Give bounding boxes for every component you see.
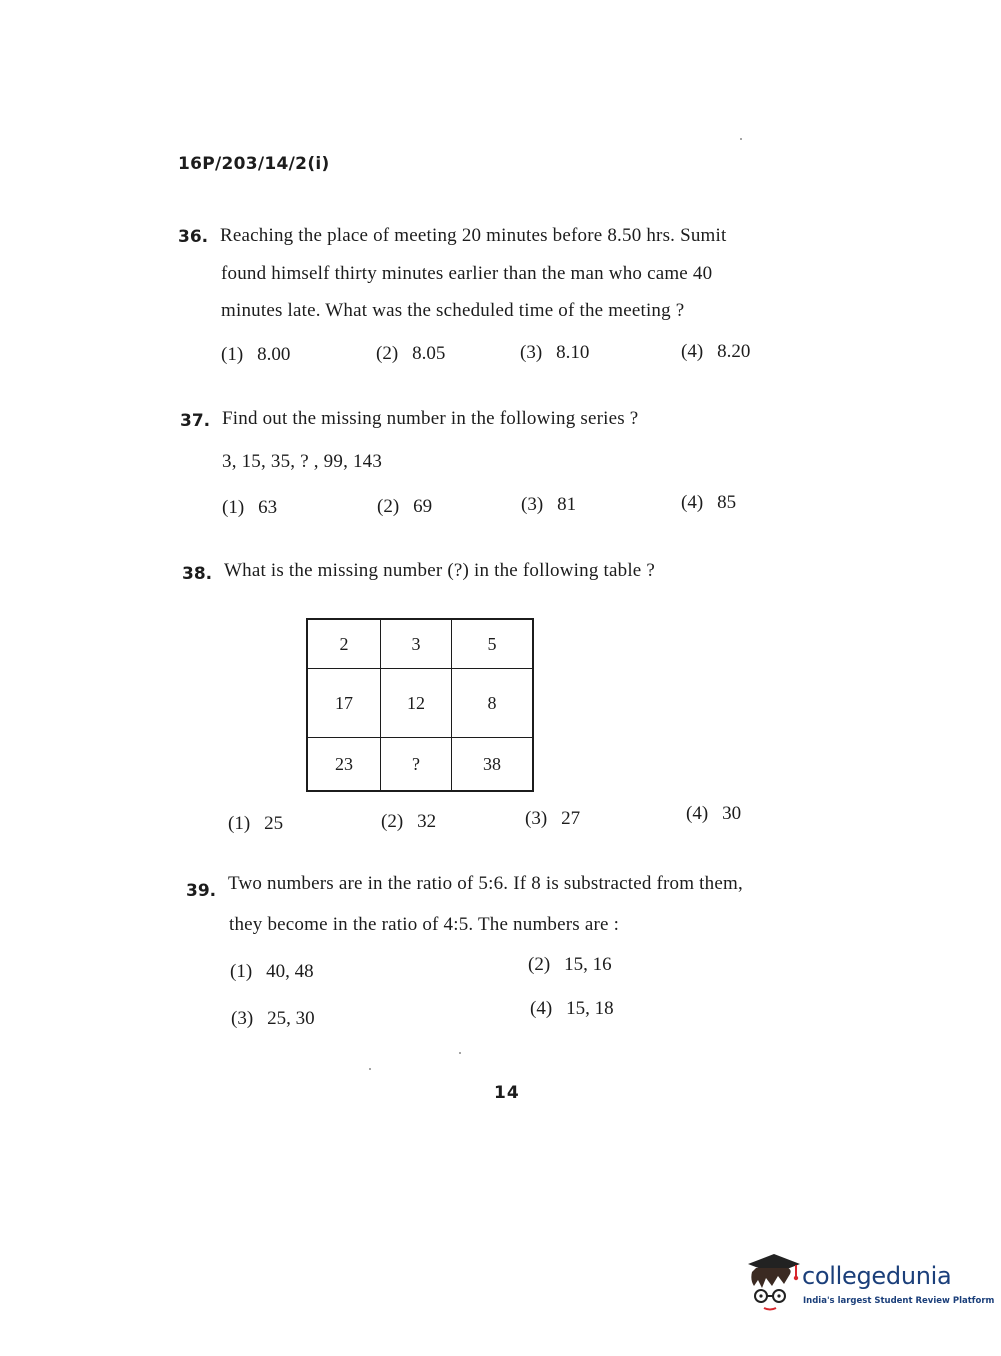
question-36-option-1: (1) 8.00 [221, 344, 291, 365]
table-cell: 2 [307, 619, 381, 669]
question-38-number: 38. [182, 564, 213, 584]
question-37-option-1: (1) 63 [222, 497, 278, 518]
question-36-line-1: Reaching the place of meeting 20 minutes before 8.50 hrs. Sumit [220, 225, 727, 246]
table-cell: 17 [307, 669, 381, 738]
table-cell: 5 [452, 619, 534, 669]
question-39-line-1: Two numbers are in the ratio of 5:6. If 8 is substracted from them, [228, 873, 743, 894]
question-37-option-2: (2) 69 [377, 496, 433, 517]
question-36-line-2: found himself thirty minutes earlier than the man who came 40 [221, 263, 713, 284]
collegedunia-logo [744, 1250, 995, 1314]
scan-speck [369, 1068, 371, 1070]
table-cell: 12 [381, 669, 452, 738]
question-38-line-1: What is the missing number (?) in the following table ? [224, 560, 656, 581]
question-39-line-2: they become in the ratio of 4:5. The numbers are : [229, 914, 620, 935]
question-39-option-1: (1) 40, 48 [230, 961, 314, 982]
question-37-number: 37. [180, 411, 211, 431]
question-38-option-1: (1) 25 [228, 813, 284, 834]
student-mascot-icon [744, 1250, 802, 1314]
question-36-line-3: minutes late. What was the scheduled time of the meeting ? [221, 300, 685, 321]
table-cell: 23 [307, 738, 381, 792]
question-39-option-2: (2) 15, 16 [528, 954, 612, 975]
question-38-option-2: (2) 32 [381, 811, 437, 832]
page-number: 14 [494, 1083, 520, 1103]
question-39-option-3: (3) 25, 30 [231, 1008, 315, 1029]
question-36-option-3: (3) 8.10 [520, 342, 590, 363]
question-39-number: 39. [186, 881, 217, 901]
number-table [306, 618, 534, 792]
table-cell-missing: ? [381, 738, 452, 792]
table-cell: 8 [452, 669, 534, 738]
question-36-option-4: (4) 8.20 [681, 341, 751, 362]
question-37-option-4: (4) 85 [681, 492, 737, 513]
logo-tagline: India's largest Student Review Platform [803, 1296, 995, 1306]
table-cell: 3 [381, 619, 452, 669]
scan-speck [459, 1052, 461, 1054]
scan-speck [740, 138, 742, 140]
logo-wordmark: collegedunia [802, 1262, 952, 1290]
question-38-option-3: (3) 27 [525, 808, 581, 829]
question-36-number: 36. [178, 227, 209, 247]
question-37-option-3: (3) 81 [521, 494, 577, 515]
question-37-line-1: Find out the missing number in the following series ? [222, 408, 639, 429]
question-37-series: 3, 15, 35, ? , 99, 143 [222, 451, 383, 472]
document-code: 16P/203/14/2(i) [178, 154, 330, 174]
question-36-option-2: (2) 8.05 [376, 343, 446, 364]
question-38-option-4: (4) 30 [686, 803, 742, 824]
table-cell: 38 [452, 738, 534, 792]
question-39-option-4: (4) 15, 18 [530, 998, 614, 1019]
